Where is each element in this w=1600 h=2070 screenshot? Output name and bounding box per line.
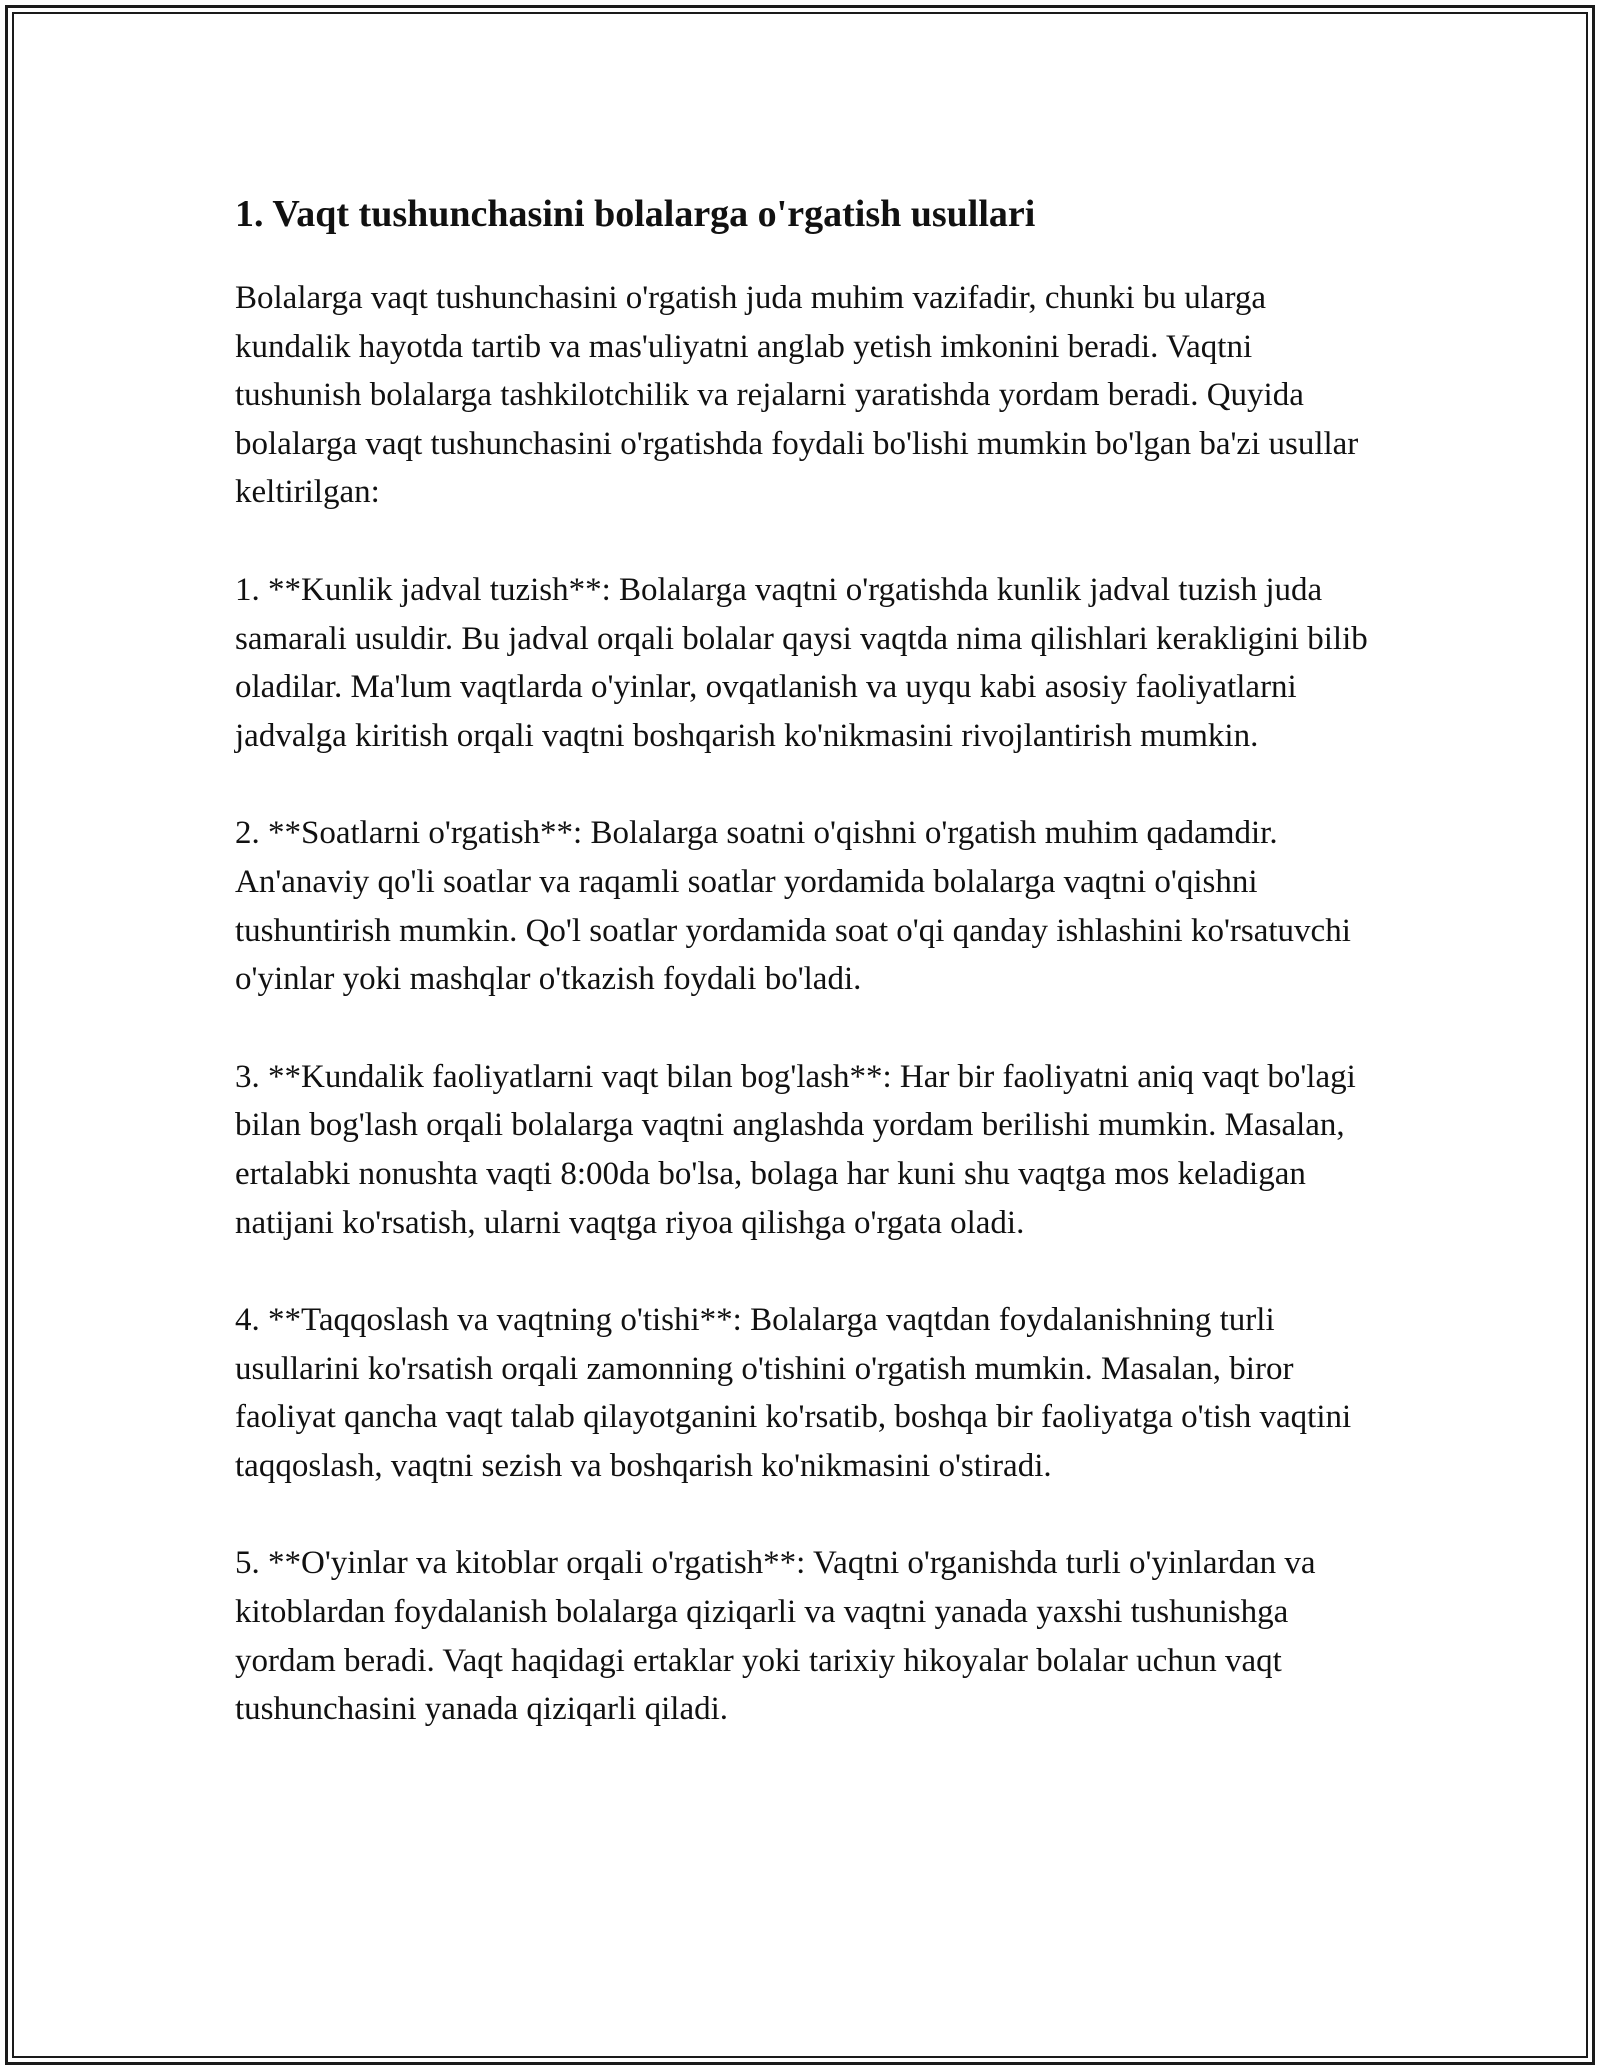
document-title: 1. Vaqt tushunchasini bolalarga o'rgatish usullari — [235, 193, 1036, 235]
method-1-paragraph: 1. **Kunlik jadval tuzish**: Bolalarga vaqtni o'rgatishda kunlik jadval tuzish juda samarali usuldir. Bu jadval orqali bolalar qaysi vaqtda nima qilishlari kerakligini bilib oladilar. Ma'lum vaqtlarda o'yinlar, ovqatlanish va uyqu kabi asosiy faoliyatlarni jadvalga kiritish orqali vaqtni boshqarish ko'nikmasini rivojlantirish mumkin. — [235, 571, 1368, 754]
method-4-paragraph: 4. **Taqqoslash va vaqtning o'tishi**: Bolalarga vaqtdan foydalanishning turli usullarini ko'rsatish orqali zamonning o'tishini o'rgatish mumkin. Masalan, biror faoliyat qancha vaqt talab qilayotganini ko'rsatib, boshqa bir faoliyatga o'tish vaqtini taqqoslash, vaqtni sezish va boshqarish ko'nikmasini o'stiradi. — [235, 1302, 1352, 1484]
document-body — [235, 188, 1375, 1783]
method-3-paragraph: 3. **Kundalik faoliyatlarni vaqt bilan bog'lash**: Har bir faoliyatni aniq vaqt bo'lagi bilan bog'lash orqali bolalarga vaqtni anglashda yordam berilishi mumkin. Masalan, ertalabki nonushta vaqti 8:00da bo'lsa, bolaga har kuni shu vaqtga mos keladigan natijani ko'rsatish, ularni vaqtga riyoa qilishga o'rgata oladi. — [235, 1058, 1356, 1241]
intro-paragraph: Bolalarga vaqt tushunchasini o'rgatish juda muhim vazifadir, chunki bu ularga kundalik hayotda tartib va mas'uliyatni anglab yetish imkonini beradi. Vaqtni tushunish bolalarga tashkilotchilik va rejalarni yaratishda yordam beradi. Quyida bolalarga vaqt tushunchasini o'rgatishda foydali bo'lishi mumkin bo'lgan ba'zi usullar keltirilgan: — [235, 280, 1359, 511]
method-5-paragraph: 5. **O'yinlar va kitoblar orqali o'rgatish**: Vaqtni o'rganishda turli o'yinlardan va kitoblardan foydalanish bolalarga qiziqarli va vaqtni yanada yaxshi tushunishga yordam beradi. Vaqt haqidagi ertaklar yoki tarixiy hikoyalar bolalar uchun vaqt tushunchasini yanada qiziqarli qiladi. — [235, 1545, 1316, 1728]
method-2-paragraph: 2. **Soatlarni o'rgatish**: Bolalarga soatni o'qishni o'rgatish muhim qadamdir. An'anaviy qo'li soatlar va raqamli soatlar yordamida bolalarga vaqtni o'qishni tushuntirish mumkin. Qo'l soatlar yordamida soat o'qi qanday ishlashini ko'rsatuvchi o'yinlar yoki mashqlar o'tkazish foydali bo'ladi. — [235, 815, 1351, 998]
